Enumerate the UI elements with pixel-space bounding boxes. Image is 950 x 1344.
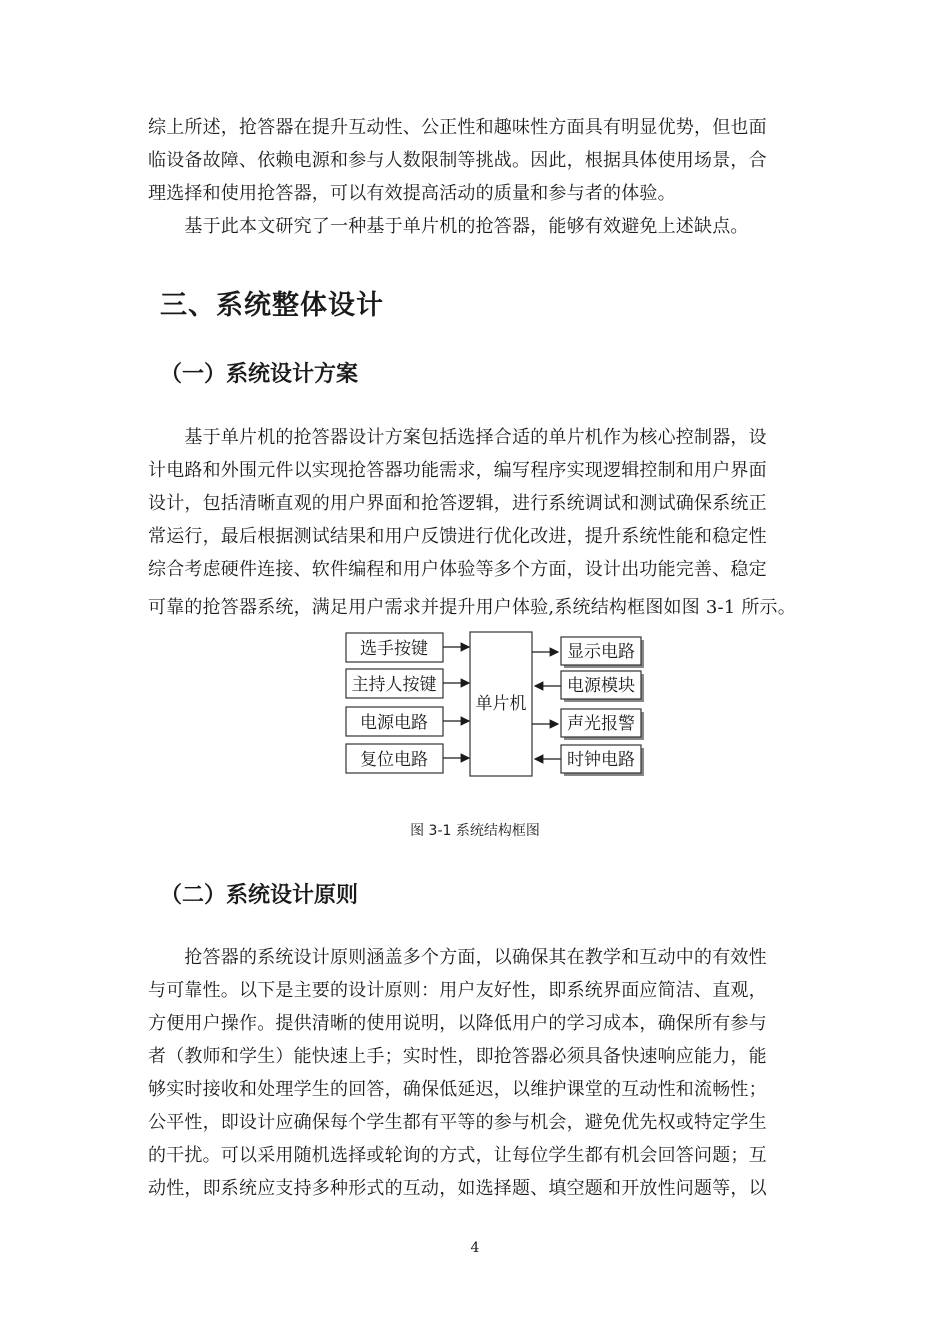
output-label: 声光报警 <box>567 714 635 734</box>
text-line: 基于此本文研究了一种基于单片机的抢答器，能够有效避免上述缺点。 <box>148 216 749 237</box>
text-line: 基于单片机的抢答器设计方案包括选择合适的单片机作为核心控制器，设 <box>148 427 767 448</box>
output-label: 显示电路 <box>567 642 635 662</box>
text-line: 与可靠性。以下是主要的设计原则：用户友好性，即系统界面应简洁、直观， <box>148 980 767 1001</box>
figure-caption: 图 3-1 系统结构框图 <box>410 823 540 839</box>
text-line: 抢答器的系统设计原则涵盖多个方面，以确保其在教学和互动中的有效性 <box>148 947 767 968</box>
text-line: 临设备故障、依赖电源和参与人数限制等挑战。因此，根据具体使用场景，合 <box>148 150 767 171</box>
system-block-diagram <box>345 630 647 778</box>
input-label: 复位电路 <box>360 750 428 770</box>
section-heading: 三、系统整体设计 <box>160 290 384 321</box>
text-line: 方便用户操作。提供清晰的使用说明，以降低用户的学习成本，确保所有参与 <box>148 1013 767 1034</box>
subsection-heading-principles: （二）系统设计原则 <box>160 883 359 908</box>
text-line: 综合考虑硬件连接、软件编程和用户体验等多个方面，设计出功能完善、稳定 <box>148 559 767 580</box>
subsection-heading-scheme: （一）系统设计方案 <box>160 362 359 387</box>
input-label: 选手按键 <box>360 639 428 659</box>
text-line: 公平性，即设计应确保每个学生都有平等的参与机会，避免优先权或特定学生 <box>148 1112 767 1133</box>
output-label: 时钟电路 <box>567 750 635 770</box>
text-line: 者（教师和学生）能快速上手；实时性，即抢答器必须具备快速响应能力，能 <box>148 1046 767 1067</box>
text-line: 计电路和外围元件以实现抢答器功能需求，编写程序实现逻辑控制和用户界面 <box>148 460 767 481</box>
text-line: 动性，即系统应支持多种形式的互动，如选择题、填空题和开放性问题等，以 <box>148 1178 767 1199</box>
text-line: 理选择和使用抢答器，可以有效提高活动的质量和参与者的体验。 <box>148 183 676 204</box>
text-line: 综上所述，抢答器在提升互动性、公正性和趣味性方面具有明显优势，但也面 <box>148 117 767 138</box>
text-line: 可靠的抢答器系统，满足用户需求并提升用户体验,系统结构框图如图 3-1 所示。 <box>148 597 796 618</box>
text-line: 常运行，最后根据测试结果和用户反馈进行优化改进，提升系统性能和稳定性 <box>148 526 767 547</box>
mcu-label: 单片机 <box>475 694 527 714</box>
text-line: 够实时接收和处理学生的回答，确保低延迟，以维护课堂的互动性和流畅性； <box>148 1079 767 1100</box>
text-line: 设计，包括清晰直观的用户界面和抢答逻辑，进行系统调试和测试确保系统正 <box>148 493 767 514</box>
text-line: 的干扰。可以采用随机选择或轮询的方式，让每位学生都有机会回答问题；互 <box>148 1145 767 1166</box>
input-label: 电源电路 <box>360 713 428 733</box>
page-number: 4 <box>470 1240 480 1256</box>
input-label: 主持人按键 <box>351 675 437 695</box>
output-label: 电源模块 <box>567 676 635 696</box>
